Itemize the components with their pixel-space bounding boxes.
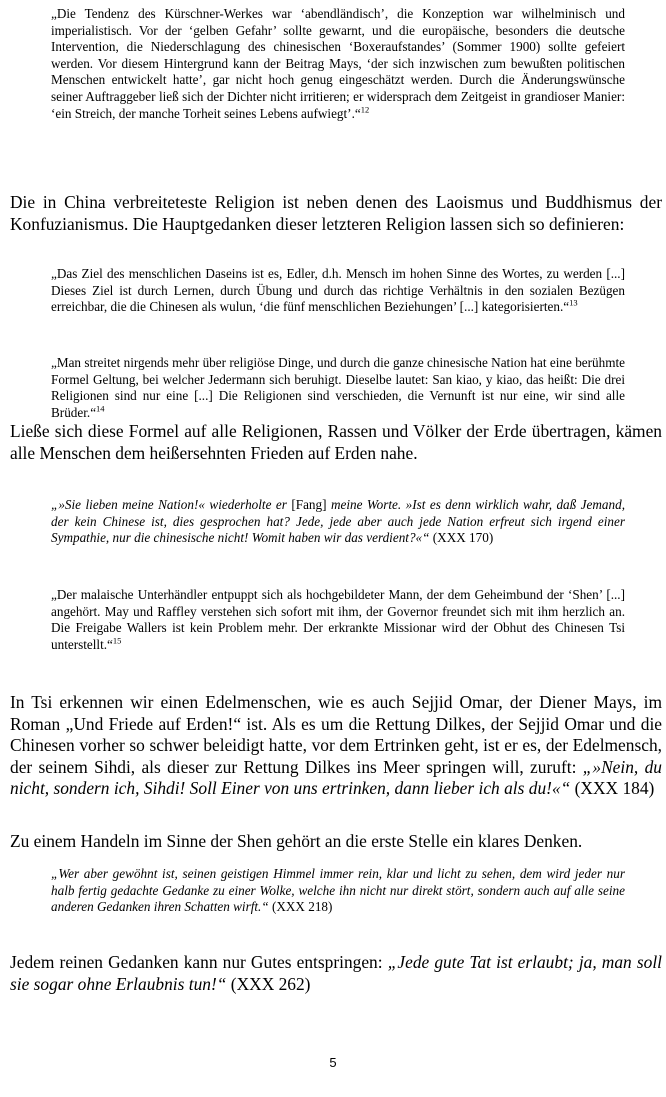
quote-insert: [Fang] [286, 497, 331, 512]
quote-italic-text: meine Worte. »Ist es denn wirklich wahr, daß Jemand, der kein Chinese ist, dies gesprochen hat? Jede, jede aber auch jede Nation erfreut sich irgend einer Sympathie, nur die chinesische nicht! Womit haben wir das verdient?«“ [51, 497, 625, 546]
footnote-ref-12: 12 [360, 104, 370, 115]
block-quote-5 [51, 587, 625, 653]
block-quote-1 [51, 6, 625, 122]
paragraph-reference: (XXX 262) [226, 973, 311, 994]
quote-text: „Die Tendenz des Kürschner-Werkes war ‘abendländisch’, die Konzeption war wilhelminisch und imperialistisch. Vor der ‘gelben Gefahr’ sollte gewarnt, und die europäische, besonders die deutsche Intervention, die Niederschlagung des chinesischen ‘Boxeraufstandes’ (Sommer 1900) sollte gefeiert werden. Vor diesem Hintergrund kann der Beitrag Mays, ‘der sich inzwischen zum bewußten politischen Menschen entwickelt hatte’, gar nicht hoch genug eingeschätzt werden. Durch die Änderungswünsche seiner Auftraggeber ließ sich der Dichter nicht irritieren; er widersprach dem Zeitgeist in grandioser Manier: ‘ein Streich, der manche Torheit seines Lebens aufwiegt’.“ [51, 6, 625, 121]
block-quote-2 [51, 266, 625, 316]
paragraph-tsi [10, 692, 662, 800]
quote-text: „Der malaische Unterhändler entpuppt sich als hochgebildeter Mann, der dem Geheimbund der ‘Shen’ [...] angehört. May und Raffley verstehen sich sofort mit ihm, der Governor freundet sich mit ihm herzlich an. Die Freigabe Wallers ist kein Problem mehr. Der erkrankte Missionar wird der Obhut des Chinesen Tsi unterstellt.“ [51, 587, 625, 652]
quote-reference: (XXX 170) [429, 530, 494, 546]
paragraph-shen: Zu einem Handeln im Sinne der Shen gehört an die erste Stelle ein klares Denken. [10, 831, 583, 851]
paragraph-good-deed [10, 952, 662, 995]
block-quote-6 [51, 866, 625, 916]
block-quote-3 [51, 355, 625, 421]
quote-italic-text: „»Sie lieben meine Nation!« wiederholte er [51, 497, 287, 512]
paragraph-italic-quote: „Jede gute Tat ist erlaubt; ja, man soll sie sogar ohne Erlaubnis tun!“ [10, 952, 662, 994]
paragraph-text: Jedem reinen Gedanken kann nur Gutes entspringen: [10, 952, 388, 972]
footnote-ref-13: 13 [569, 297, 578, 308]
quote-text: „Das Ziel des menschlichen Daseins ist es, Edler, d.h. Mensch im hohen Sinne des Wortes, zu werden [...] Dieses Ziel ist durch Lernen, durch Übung und durch das richtige Verhältnis in den sozialen Bezügen erreichbar, die die Chinesen als wulun, ‘die fünf menschlichen Beziehungen’ [...] kategorisierten.“ [51, 266, 625, 315]
paragraph-reference: (XXX 184) [570, 778, 655, 798]
paragraph-italic-quote: „»Nein, du nicht, sondern ich, Sihdi! Soll Einer von uns ertrinken, dann lieber ich als du!«“ [10, 756, 662, 798]
paragraph-formula: Ließe sich diese Formel auf alle Religionen, Rassen und Völker der Erde übertragen, kämen alle Menschen dem heißersehnten Frieden auf Erden nahe. [10, 421, 662, 463]
quote-reference: (XXX 218) [268, 899, 333, 915]
footnote-ref-15: 15 [112, 635, 122, 646]
quote-italic-text: „Wer aber gewöhnt ist, seinen geistigen Himmel immer rein, klar und licht zu sehen, dem wird jeder nur halb fertig gedachte Gedanke zu einer Wolke, welche ihn nicht nur direkt stört, sondern auch auf alle seine anderen Gedanken ihren Schatten wirft.“ [51, 866, 625, 915]
paragraph-religion: Die in China verbreiteteste Religion ist neben denen des Laoismus und Buddhismus der Konfuzianismus. Die Hauptgedanken dieser letzteren Religion lassen sich so definieren: [10, 192, 662, 234]
quote-text: „Man streitet nirgends mehr über religiöse Dinge, und durch die ganze chinesische Nation hat eine berühmte Formel Geltung, bei welcher Jedermann sich beruhigt. Dieselbe lautet: San kiao, y kiao, das heißt: Die drei Religionen sind nur eine [...] Die Religionen sind verschieden, die Vernunft ist nur eine, wir sind alle Brüder.“ [51, 355, 625, 420]
paragraph-text: In Tsi erkennen wir einen Edelmenschen, wie es auch Sejjid Omar, der Diener Mays, im Roman „Und Friede auf Erden!“ ist. Als es um die Rettung Dilkes, der Sejjid Omar und die Chinesen vorher so schwer beleidigt hatte, vor dem Ertrinken geht, ist er es, der Edelmensch, der seinem Sihdi, als dieser zur Rettung Dilkes ins Meer springen will, zuruft: [10, 692, 662, 777]
footnote-ref-14: 14 [96, 403, 105, 414]
block-quote-4 [51, 497, 625, 547]
page-number: 5 [329, 1055, 337, 1070]
